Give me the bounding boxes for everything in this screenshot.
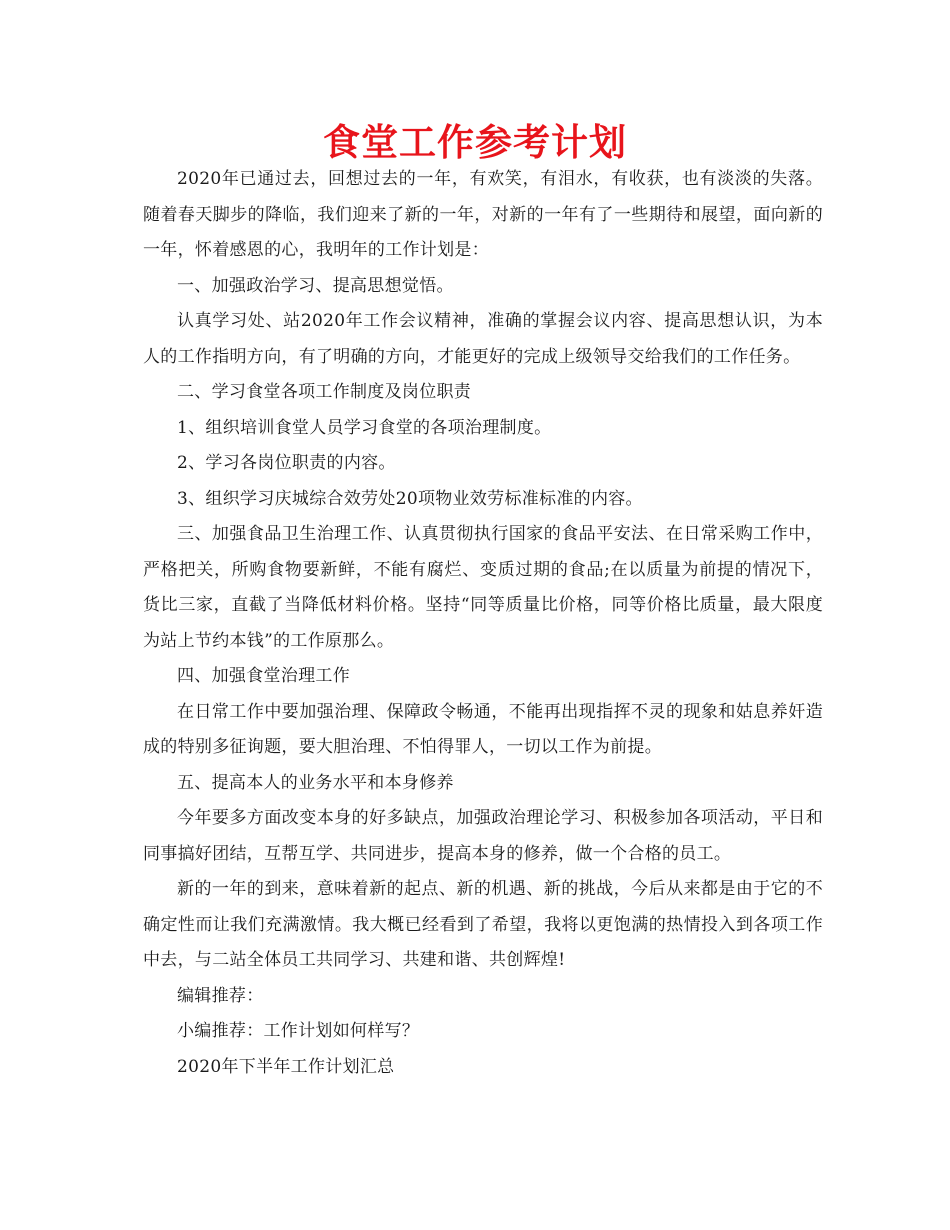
list-item-2: 2、学习各岗位职责的内容。	[177, 453, 396, 473]
document-title: 食堂工作参考计划	[323, 121, 627, 164]
section-heading-2: 二、学习食堂各项工作制度及岗位职责	[177, 382, 472, 402]
recommend-link-2[interactable]: 2020年下半年工作计划汇总	[177, 1056, 395, 1077]
section-heading-5: 五、提高本人的业务水平和本身修养	[177, 772, 454, 793]
section-heading-1: 一、加强政治学习、提高思想觉悟。	[177, 275, 454, 296]
paragraph-closing: 新的一年的到来，意味着新的起点、新的机遇、新的挑战，今后从来都是由于它的不确定性而让我们充满激情。我大概已经看到了希望，我将以更饱满的热情投入到各项工作中去，与二站全体员工共同学习、共建和谐、共创辉煌!	[143, 879, 823, 970]
document-body	[143, 162, 823, 1085]
paragraph-section-5: 今年要多方面改变本身的好多缺点，加强政治理论学习、积极参加各项活动，平日和同事搞好团结，互帮互学、共同进步，提高本身的修养，做一个合格的员工。	[143, 808, 823, 864]
list-item-3: 3、组织学习庆城综合效劳处20项物业效劳标准标准的内容。	[177, 488, 643, 509]
paragraph-section-4: 在日常工作中要加强治理、保障政令畅通，不能再出现指挥不灵的现象和姑息养奸造成的特别多征询题，要大胆治理、不怕得罪人，一切以工作为前提。	[143, 701, 823, 757]
recommend-link-1[interactable]: 小编推荐：工作计划如何样写？	[177, 1021, 420, 1041]
list-item-1: 1、组织培训食堂人员学习食堂的各项治理制度。	[177, 417, 552, 438]
section-heading-4: 四、加强食堂治理工作	[177, 666, 350, 686]
paragraph-section-1: 认真学习处、站2020年工作会议精神，准确的掌握会议内容、提高思想认识，为本人的工作指明方向，有了明确的方向，才能更好的完成上级领导交给我们的工作任务。	[143, 311, 823, 367]
paragraph-intro: 2020年已通过去，回想过去的一年，有欢笑，有泪水，有收获，也有淡淡的失落。随着春天脚步的降临，我们迎来了新的一年，对新的一年有了一些期待和展望，面向新的一年，怀着感恩的心，我明年的工作计划是：	[143, 169, 823, 260]
editor-recommend-label: 编辑推荐：	[177, 985, 264, 1006]
section-heading-3: 三、加强食品卫生治理工作、认真贯彻执行国家的食品平安法、在日常采购工作中，严格把关，所购食物要新鲜，不能有腐烂、变质过期的食品;在以质量为前提的情况下，货比三家，直截了当降低材料价格。坚持“同等质量比价格，同等价格比质量，最大限度为站上节约本钱”的工作原那么。	[143, 524, 823, 651]
